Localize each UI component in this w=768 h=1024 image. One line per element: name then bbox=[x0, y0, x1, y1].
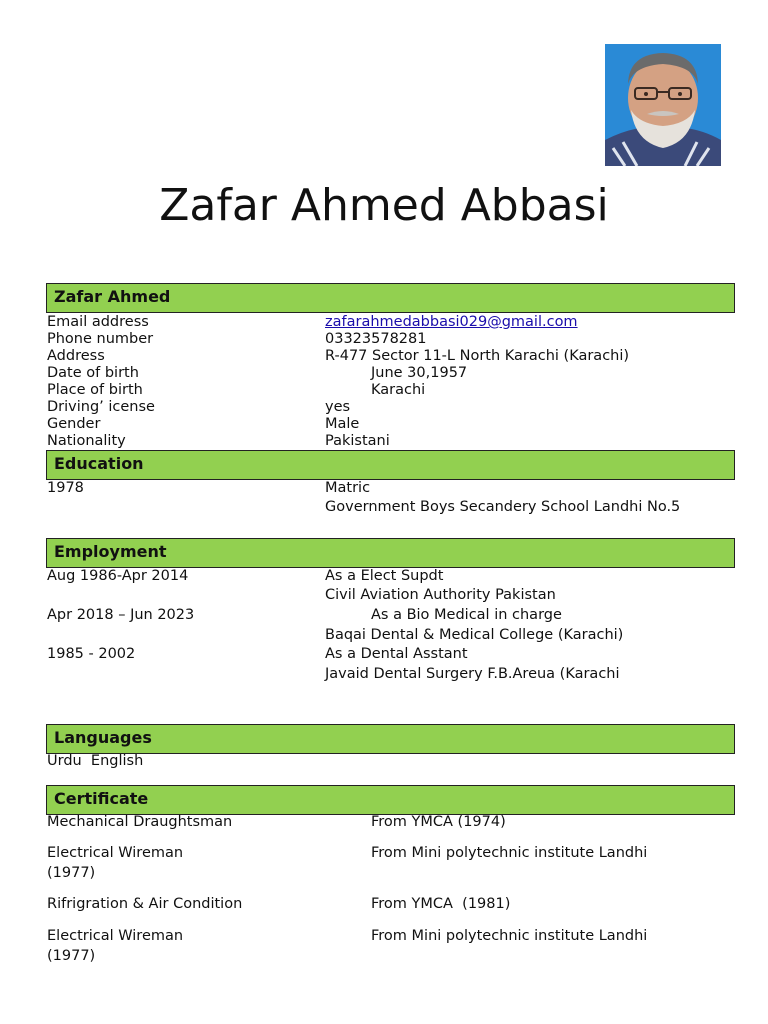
employment-position: As a Dental Asstant bbox=[325, 646, 468, 662]
section-heading-certificate: Certificate bbox=[54, 789, 149, 808]
certificate-name: Electrical Wireman bbox=[47, 928, 184, 944]
label-email: Email address bbox=[47, 314, 149, 330]
value-phone: 03323578281 bbox=[325, 331, 427, 347]
label-address: Address bbox=[47, 348, 105, 364]
section-bar-employment bbox=[46, 538, 735, 568]
section-heading-languages: Languages bbox=[54, 728, 152, 747]
section-bar-certificate bbox=[46, 785, 735, 815]
email-link[interactable]: zafarahmedabbasi029@gmail.com bbox=[325, 314, 578, 330]
profile-photo bbox=[605, 44, 721, 166]
label-nationality: Nationality bbox=[47, 433, 126, 449]
certificate-source: From Mini polytechnic institute Landhi bbox=[371, 845, 648, 861]
employment-employer: Civil Aviation Authority Pakistan bbox=[325, 587, 556, 603]
certificate-name-continued: (1977) bbox=[47, 948, 96, 964]
employment-employer: Javaid Dental Surgery F.B.Areua (Karachi bbox=[325, 666, 620, 682]
label-driving-license: Driving’ icense bbox=[47, 399, 155, 415]
section-bar-personal bbox=[46, 283, 735, 313]
languages-list: Urdu English bbox=[47, 753, 144, 769]
certificate-source: From YMCA (1981) bbox=[371, 896, 511, 912]
certificate-name: Rifrigration & Air Condition bbox=[47, 896, 243, 912]
education-year: 1978 bbox=[47, 480, 84, 496]
value-address: R-477 Sector 11-L North Karachi (Karachi) bbox=[325, 348, 630, 364]
section-bar-education bbox=[46, 450, 735, 480]
employment-position: As a Bio Medical in charge bbox=[371, 607, 562, 623]
label-birthplace: Place of birth bbox=[47, 382, 143, 398]
value-birthplace: Karachi bbox=[371, 382, 426, 398]
employment-position: As a Elect Supdt bbox=[325, 568, 444, 584]
certificate-source: From Mini polytechnic institute Landhi bbox=[371, 928, 648, 944]
resume-title: Zafar Ahmed Abbasi bbox=[159, 180, 609, 231]
employment-period: 1985 - 2002 bbox=[47, 646, 136, 662]
section-bar-languages bbox=[46, 724, 735, 754]
employment-employer: Baqai Dental & Medical College (Karachi) bbox=[325, 627, 624, 643]
section-heading-personal: Zafar Ahmed bbox=[54, 287, 171, 306]
certificate-name: Electrical Wireman bbox=[47, 845, 184, 861]
label-phone: Phone number bbox=[47, 331, 154, 347]
value-driving-license: yes bbox=[325, 399, 351, 415]
section-heading-employment: Employment bbox=[54, 542, 167, 561]
value-gender: Male bbox=[325, 416, 360, 432]
education-degree: Matric bbox=[325, 480, 371, 496]
employment-period: Apr 2018 – Jun 2023 bbox=[47, 607, 195, 623]
employment-period: Aug 1986-Apr 2014 bbox=[47, 568, 189, 584]
certificate-source: From YMCA (1974) bbox=[371, 814, 506, 830]
value-nationality: Pakistani bbox=[325, 433, 390, 449]
label-dob: Date of birth bbox=[47, 365, 139, 381]
label-gender: Gender bbox=[47, 416, 101, 432]
section-heading-education: Education bbox=[54, 454, 144, 473]
education-institution: Government Boys Secandery School Landhi No.5 bbox=[325, 499, 681, 515]
value-dob: June 30,1957 bbox=[371, 365, 468, 381]
certificate-name: Mechanical Draughtsman bbox=[47, 814, 233, 830]
certificate-name-continued: (1977) bbox=[47, 865, 96, 881]
